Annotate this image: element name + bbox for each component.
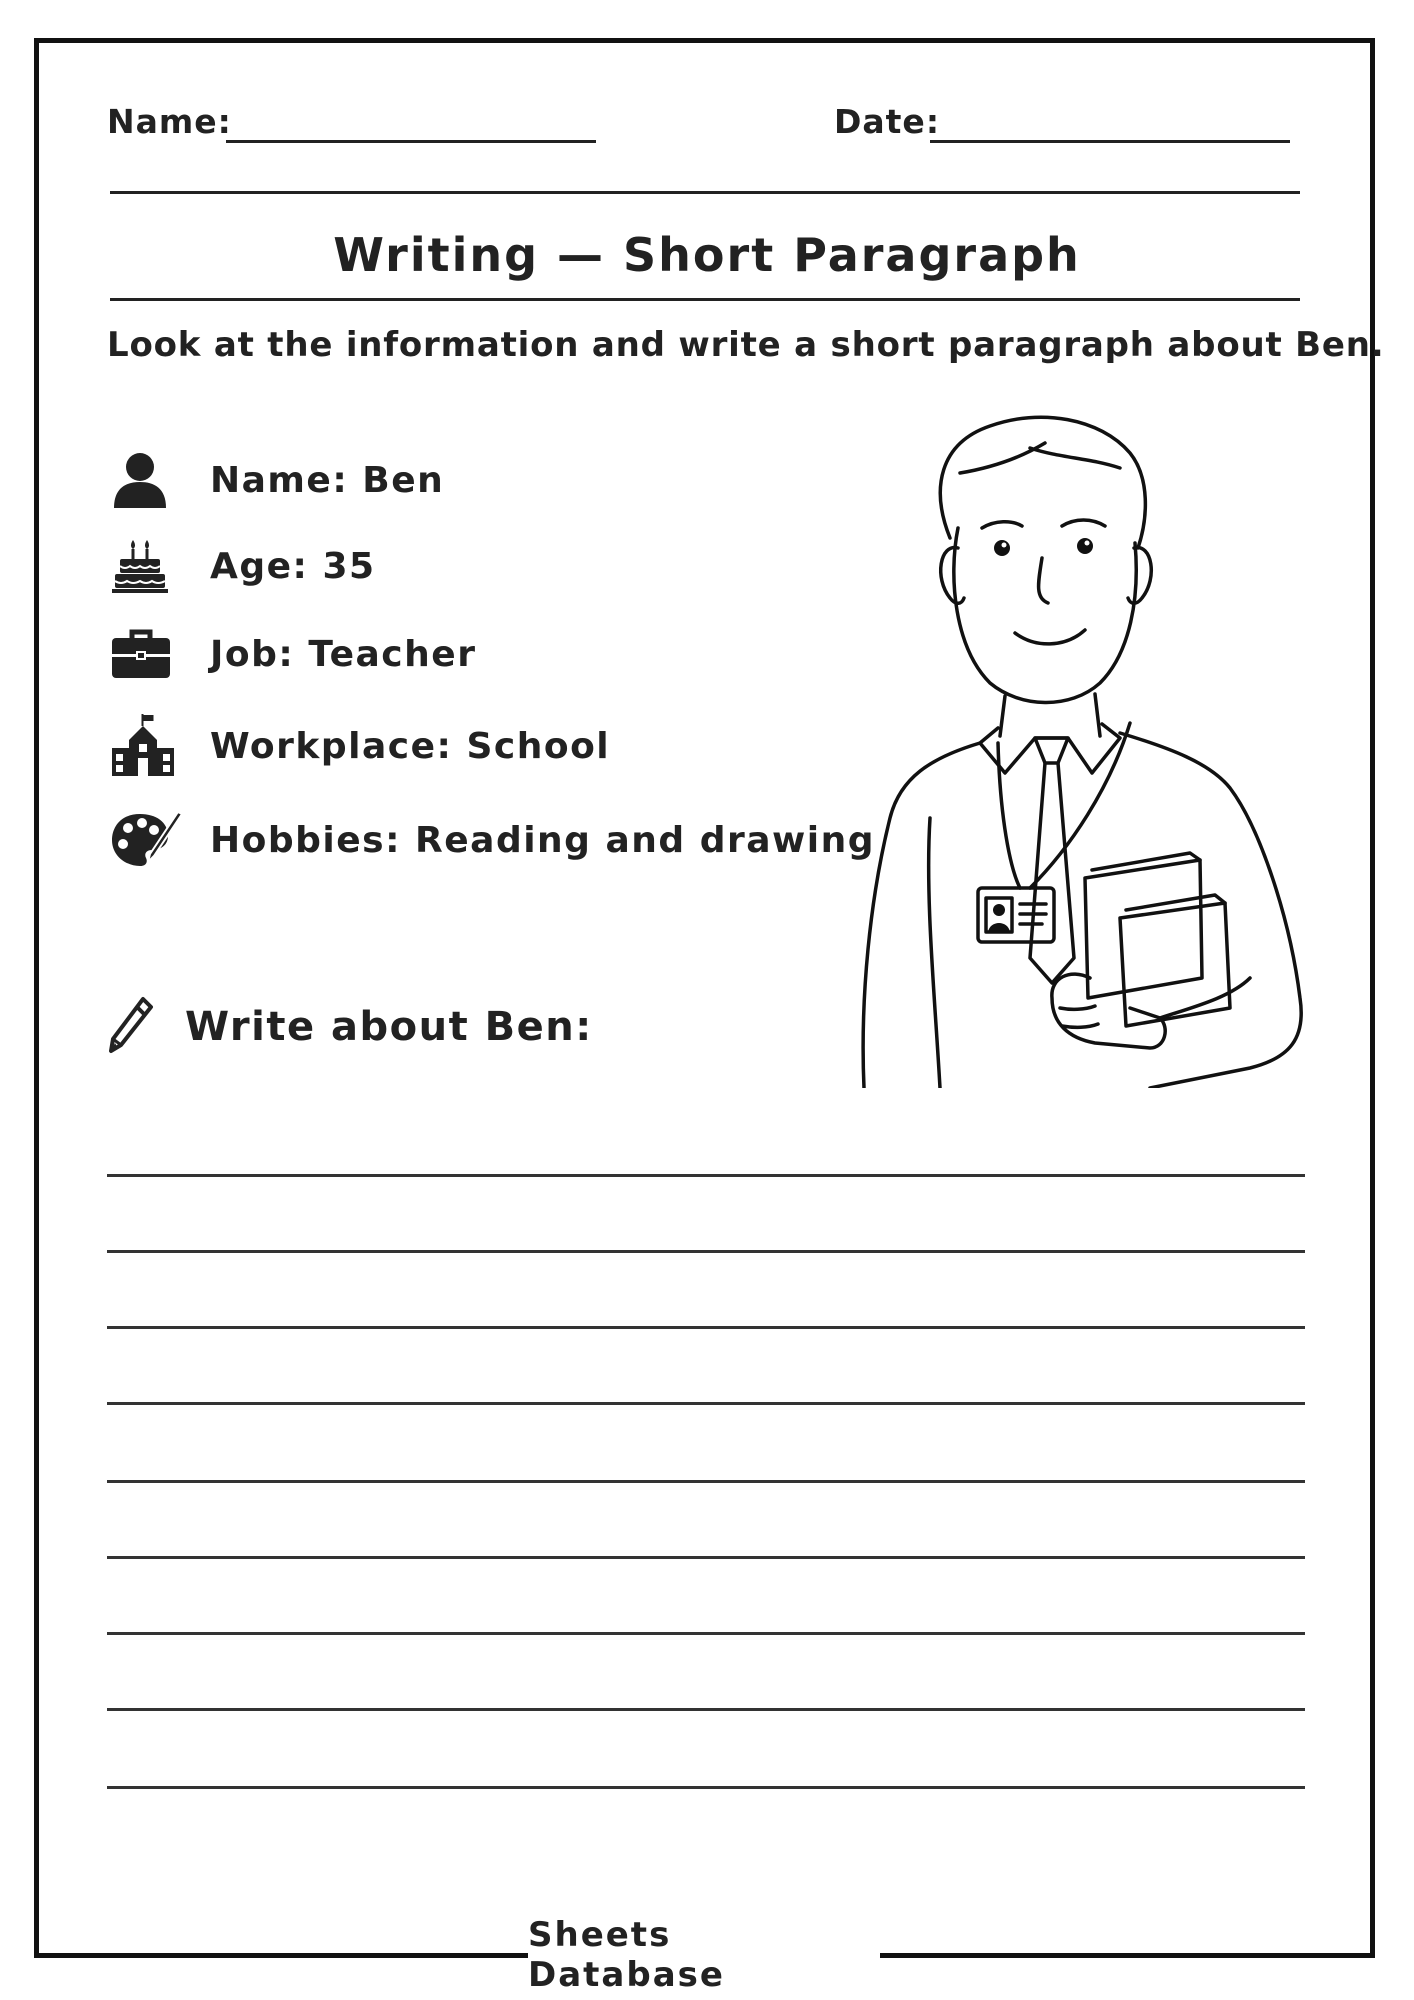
name-blank-field[interactable]: [226, 140, 596, 143]
person-icon: [110, 448, 186, 512]
write-prompt-text: Write about Ben:: [185, 1004, 593, 1050]
school-building-icon: [110, 714, 186, 778]
writing-line[interactable]: [107, 1632, 1305, 1635]
name-label: Name:: [107, 102, 232, 141]
info-name-text: Name: Ben: [210, 459, 445, 501]
info-row-name: [110, 448, 444, 512]
writing-line[interactable]: [107, 1174, 1305, 1177]
page-title: Writing — Short Paragraph: [333, 228, 1081, 282]
header-divider: [110, 191, 1300, 194]
writing-line[interactable]: [107, 1786, 1305, 1789]
writing-line[interactable]: [107, 1708, 1305, 1711]
info-job-text: Job: Teacher: [210, 633, 477, 675]
paint-palette-icon: [110, 808, 186, 872]
title-divider: [110, 298, 1300, 301]
pencil-icon: [105, 995, 155, 1059]
footer: [528, 1915, 880, 1995]
briefcase-icon: [110, 622, 186, 686]
info-age-text: Age: 35: [210, 545, 376, 587]
birthday-cake-icon: [110, 534, 186, 598]
writing-line[interactable]: [107, 1556, 1305, 1559]
writing-line[interactable]: [107, 1326, 1305, 1329]
writing-line[interactable]: [107, 1402, 1305, 1405]
writing-line[interactable]: [107, 1250, 1305, 1253]
info-hobbies-text: Hobbies: Reading and drawing: [210, 819, 876, 861]
instruction-text: Look at the information and write a short paragraph about Ben.: [107, 325, 1385, 365]
footer-brand: Sheets Database: [528, 1915, 725, 1995]
write-prompt: [105, 995, 593, 1059]
teacher-illustration: [830, 398, 1350, 1088]
info-row-job: [110, 622, 476, 686]
date-label: Date:: [834, 102, 941, 141]
info-row-workplace: [110, 714, 610, 778]
writing-line[interactable]: [107, 1480, 1305, 1483]
info-row-age: [110, 534, 376, 598]
info-row-hobbies: [110, 808, 875, 872]
info-workplace-text: Workplace: School: [210, 725, 611, 767]
date-blank-field[interactable]: [930, 140, 1290, 143]
